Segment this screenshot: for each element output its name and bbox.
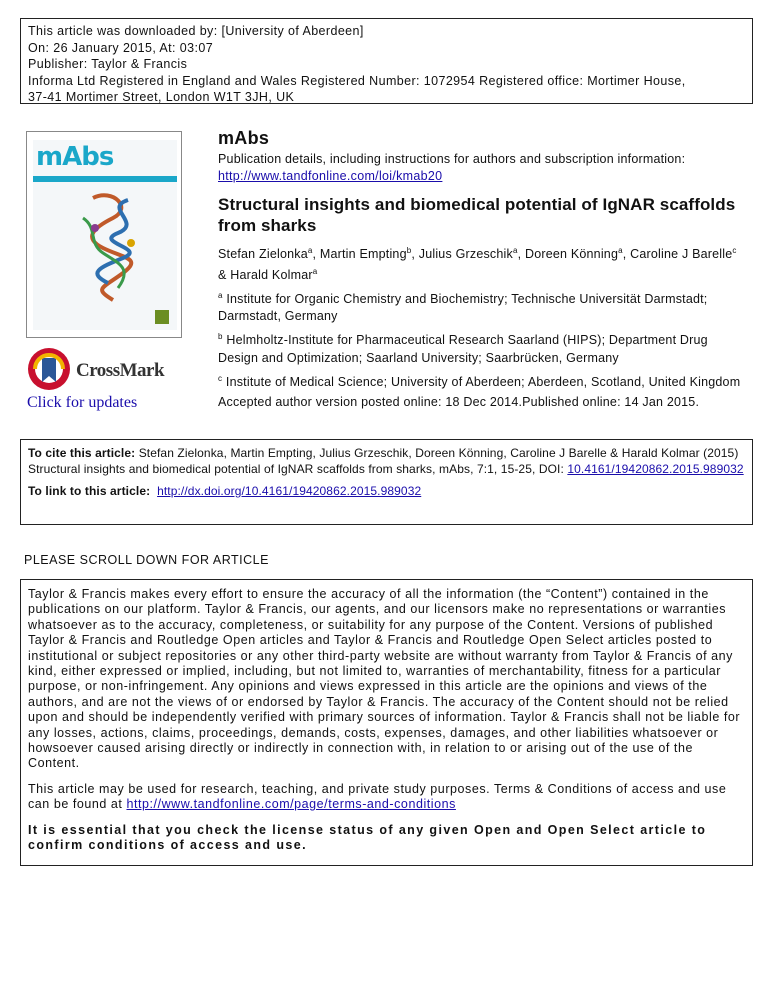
article-doi-url-link[interactable]: http://dx.doi.org/10.4161/19420862.2015.989032 <box>157 484 422 498</box>
click-for-updates-link[interactable]: Click for updates <box>27 394 138 411</box>
affiliation <box>218 287 748 325</box>
link-label: To link to this article: <box>28 484 151 498</box>
author-separator: , <box>622 247 631 262</box>
author-name: Harald Kolmar <box>230 268 313 283</box>
license-status-notice: It is essential that you check the license status of any given Open and Open Select article to confirm conditions of access and use. <box>28 822 707 853</box>
author-separator: & <box>218 268 231 283</box>
author-affiliation-marker: b <box>406 246 412 255</box>
download-line: This article was downloaded by: [University of Aberdeen] <box>28 24 364 38</box>
address-line: 37-41 Mortimer Street, London W1T 3JH, UK <box>28 90 295 104</box>
journal-url-link[interactable]: http://www.tandfonline.com/loi/kmab20 <box>218 169 443 183</box>
affiliation-marker: b <box>218 332 223 342</box>
affiliation-text: Institute for Organic Chemistry and Biochemistry; Technische Universität Darmstadt; Darmstadt, Germany <box>218 292 708 324</box>
link-paragraph <box>28 483 745 499</box>
author-list <box>218 242 748 284</box>
author-name: Caroline J Barelle <box>630 247 733 262</box>
article-metadata <box>218 130 748 411</box>
author-affiliation-marker: a <box>307 246 313 255</box>
affiliation <box>218 370 748 391</box>
journal-name: mAbs <box>218 128 270 148</box>
affiliation-marker: a <box>218 291 223 301</box>
journal-cover-image <box>26 131 182 338</box>
cite-text: Stefan Zielonka, Martin Empting, Julius Grzeschik, Doreen Könning, Caroline J Barelle & Harald Kolmar (2015) Structural insights and biomedical potential of IgNAR scaffolds from sharks, mAbs, 7:1, 15-25, DOI: <box>28 446 739 476</box>
disclaimer-paragraph: Taylor & Francis makes every effort to ensure the accuracy of all the information (the “Content”) contained in the publications on our platform. Taylor & Francis, our agents, and our licensors make no representations or warranties whatsoever as to the accuracy, completeness, or suitability for any purpose of the Content. Versions of published Taylor & Francis and Routledge Open articles and Taylor & Francis and Routledge Open Select articles posted to institutional or subject repositories or any other third-party website are without warranty from Taylor & Francis of any kind, either expressed or implied, including, but not limited to, warranties of merchantability, fitness for a particular purpose, or non-infringement. Any opinions and views expressed in this article are the opinions and views of the authors, and are not the views of or endorsed by Taylor & Francis. The accuracy of the Content should not be relied upon and should be independently verified with primary sources of information. Taylor & Francis shall not be liable for any losses, actions, claims, proceedings, demands, costs, expenses, damages, and other liabilities whatsoever or howsoever caused arising directly or indirectly in connection with, in relation to or arising out of the use of the Content. <box>28 587 741 771</box>
publication-dates: Accepted author version posted online: 18 Dec 2014.Published online: 14 Jan 2015. <box>218 394 700 409</box>
author-separator: , <box>517 247 525 262</box>
affiliation <box>218 328 748 366</box>
download-info-box <box>20 18 753 104</box>
download-date: On: 26 January 2015, At: 03:07 <box>28 40 214 55</box>
affiliation-text: Institute of Medical Science; University of Aberdeen; Aberdeen, Scotland, United Kingdom <box>225 374 741 389</box>
terms-link[interactable]: http://www.tandfonline.com/page/terms-and-conditions <box>126 797 456 812</box>
citation-box <box>20 439 753 525</box>
cover-logo: mAbs <box>36 142 114 172</box>
affiliation-text: Helmholtz-Institute for Pharmaceutical Research Saarland (HIPS); Department Drug Design and Optimization; Saarland University; Saarbrücken, Germany <box>218 333 708 365</box>
author-separator: , <box>312 247 320 262</box>
affiliation-list <box>218 287 748 390</box>
article-title: Structural insights and biomedical potential of IgNAR scaffolds from sharks <box>218 195 736 235</box>
scroll-notice: PLEASE SCROLL DOWN FOR ARTICLE <box>24 553 269 567</box>
author-name: Martin Empting <box>319 247 407 262</box>
cite-paragraph <box>28 445 745 477</box>
terms-text: This article may be used for research, teaching, and private study purposes. Terms & Conditions of access and use can be found at <box>28 781 727 812</box>
publisher-line: Publisher: Taylor & Francis <box>28 57 188 71</box>
author-separator: , <box>411 247 419 262</box>
registration-line: Informa Ltd Registered in England and Wales Registered Number: 1072954 Registered office: Mortimer House, <box>28 73 686 88</box>
cite-label: To cite this article: <box>28 446 136 460</box>
publication-details: Publication details, including instructions for authors and subscription information: <box>218 152 686 166</box>
author-name: Stefan Zielonka <box>218 247 308 262</box>
author-affiliation-marker: a <box>312 267 318 277</box>
author-affiliation-marker: a <box>512 246 518 255</box>
crossmark-label: CrossMark <box>76 360 165 381</box>
protein-structure-illustration <box>73 188 153 308</box>
author-affiliation-marker: c <box>732 246 737 255</box>
author-name: Julius Grzeschik <box>418 247 513 262</box>
license-box <box>20 579 753 866</box>
affiliation-marker: c <box>218 373 223 383</box>
author-name: Doreen Könning <box>524 247 619 262</box>
terms-paragraph <box>28 782 745 813</box>
author-affiliation-marker: a <box>618 246 623 255</box>
doi-link[interactable]: 10.4161/19420862.2015.989032 <box>567 462 744 476</box>
